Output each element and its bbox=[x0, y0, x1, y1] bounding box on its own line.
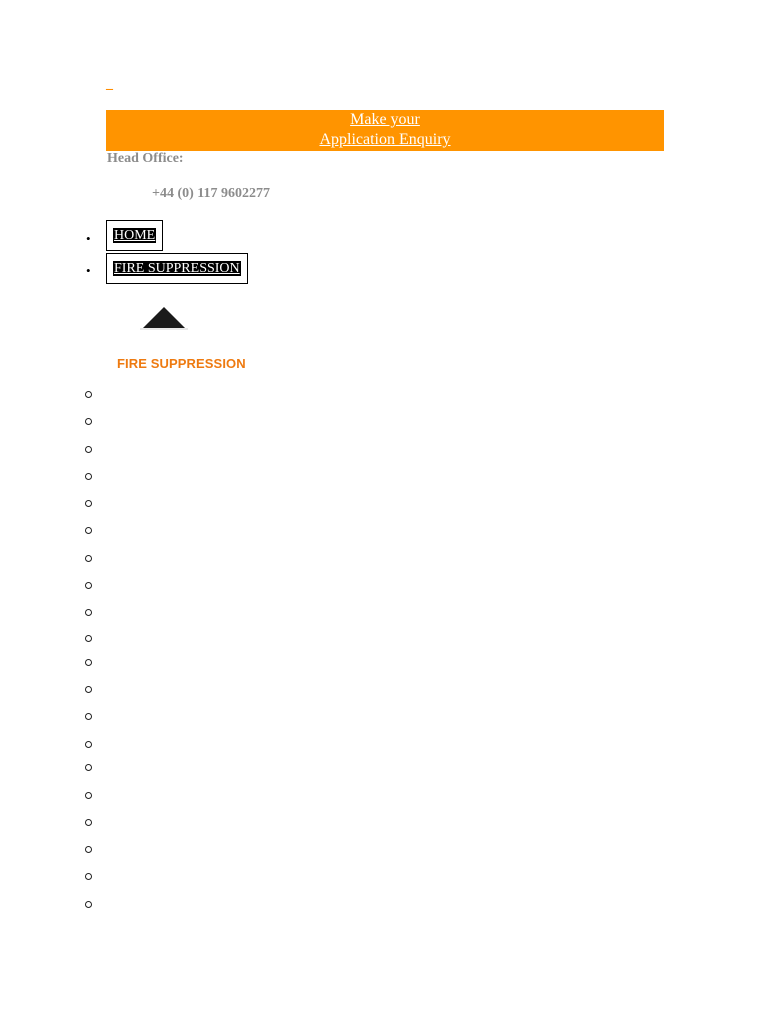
submenu-item-bullet-icon bbox=[85, 819, 92, 826]
submenu-item-bullet-icon bbox=[85, 901, 92, 908]
submenu-item-bullet-icon bbox=[85, 555, 92, 562]
submenu-item-bullet-icon bbox=[85, 792, 92, 799]
caret-up-icon bbox=[142, 307, 186, 329]
submenu-item-bullet-icon bbox=[85, 873, 92, 880]
nav-item-fire-suppression[interactable] bbox=[106, 253, 248, 284]
submenu-item-bullet-icon bbox=[85, 713, 92, 720]
submenu-item-bullet-icon bbox=[85, 741, 92, 748]
submenu-item-bullet-icon bbox=[85, 846, 92, 853]
submenu-item-bullet-icon bbox=[85, 527, 92, 534]
submenu-item-bullet-icon bbox=[85, 446, 92, 453]
submenu-item-bullet-icon bbox=[85, 686, 92, 693]
submenu-item-bullet-icon bbox=[85, 764, 92, 771]
phone-number[interactable]: +44 (0) 117 9602277 bbox=[152, 186, 271, 201]
nav-item-home-label: HOME bbox=[114, 228, 156, 243]
enquiry-line-1: Make your bbox=[350, 111, 420, 128]
submenu-item-bullet-icon bbox=[85, 582, 92, 589]
submenu-item-bullet-icon bbox=[85, 418, 92, 425]
submenu-item-bullet-icon bbox=[85, 391, 92, 398]
submenu-item-bullet-icon bbox=[85, 500, 92, 507]
submenu-item-bullet-icon bbox=[85, 635, 92, 642]
section-title: FIRE SUPPRESSION bbox=[117, 356, 246, 371]
caret-shadow bbox=[140, 328, 188, 330]
enquiry-link[interactable] bbox=[106, 110, 664, 150]
enquiry-line-2: Application Enquiry bbox=[319, 131, 451, 148]
submenu-item-bullet-icon bbox=[85, 473, 92, 480]
top-link[interactable]: _ bbox=[106, 77, 113, 92]
submenu-item-bullet-icon bbox=[85, 609, 92, 616]
head-office-label: Head Office: bbox=[107, 151, 184, 166]
bullet-icon: • bbox=[86, 231, 91, 246]
enquiry-banner[interactable] bbox=[106, 110, 664, 151]
bullet-icon: • bbox=[86, 263, 91, 278]
nav-item-home[interactable] bbox=[106, 220, 163, 251]
submenu-item-bullet-icon bbox=[85, 659, 92, 666]
nav-item-fire-suppression-label: FIRE SUPPRESSION bbox=[114, 261, 240, 276]
